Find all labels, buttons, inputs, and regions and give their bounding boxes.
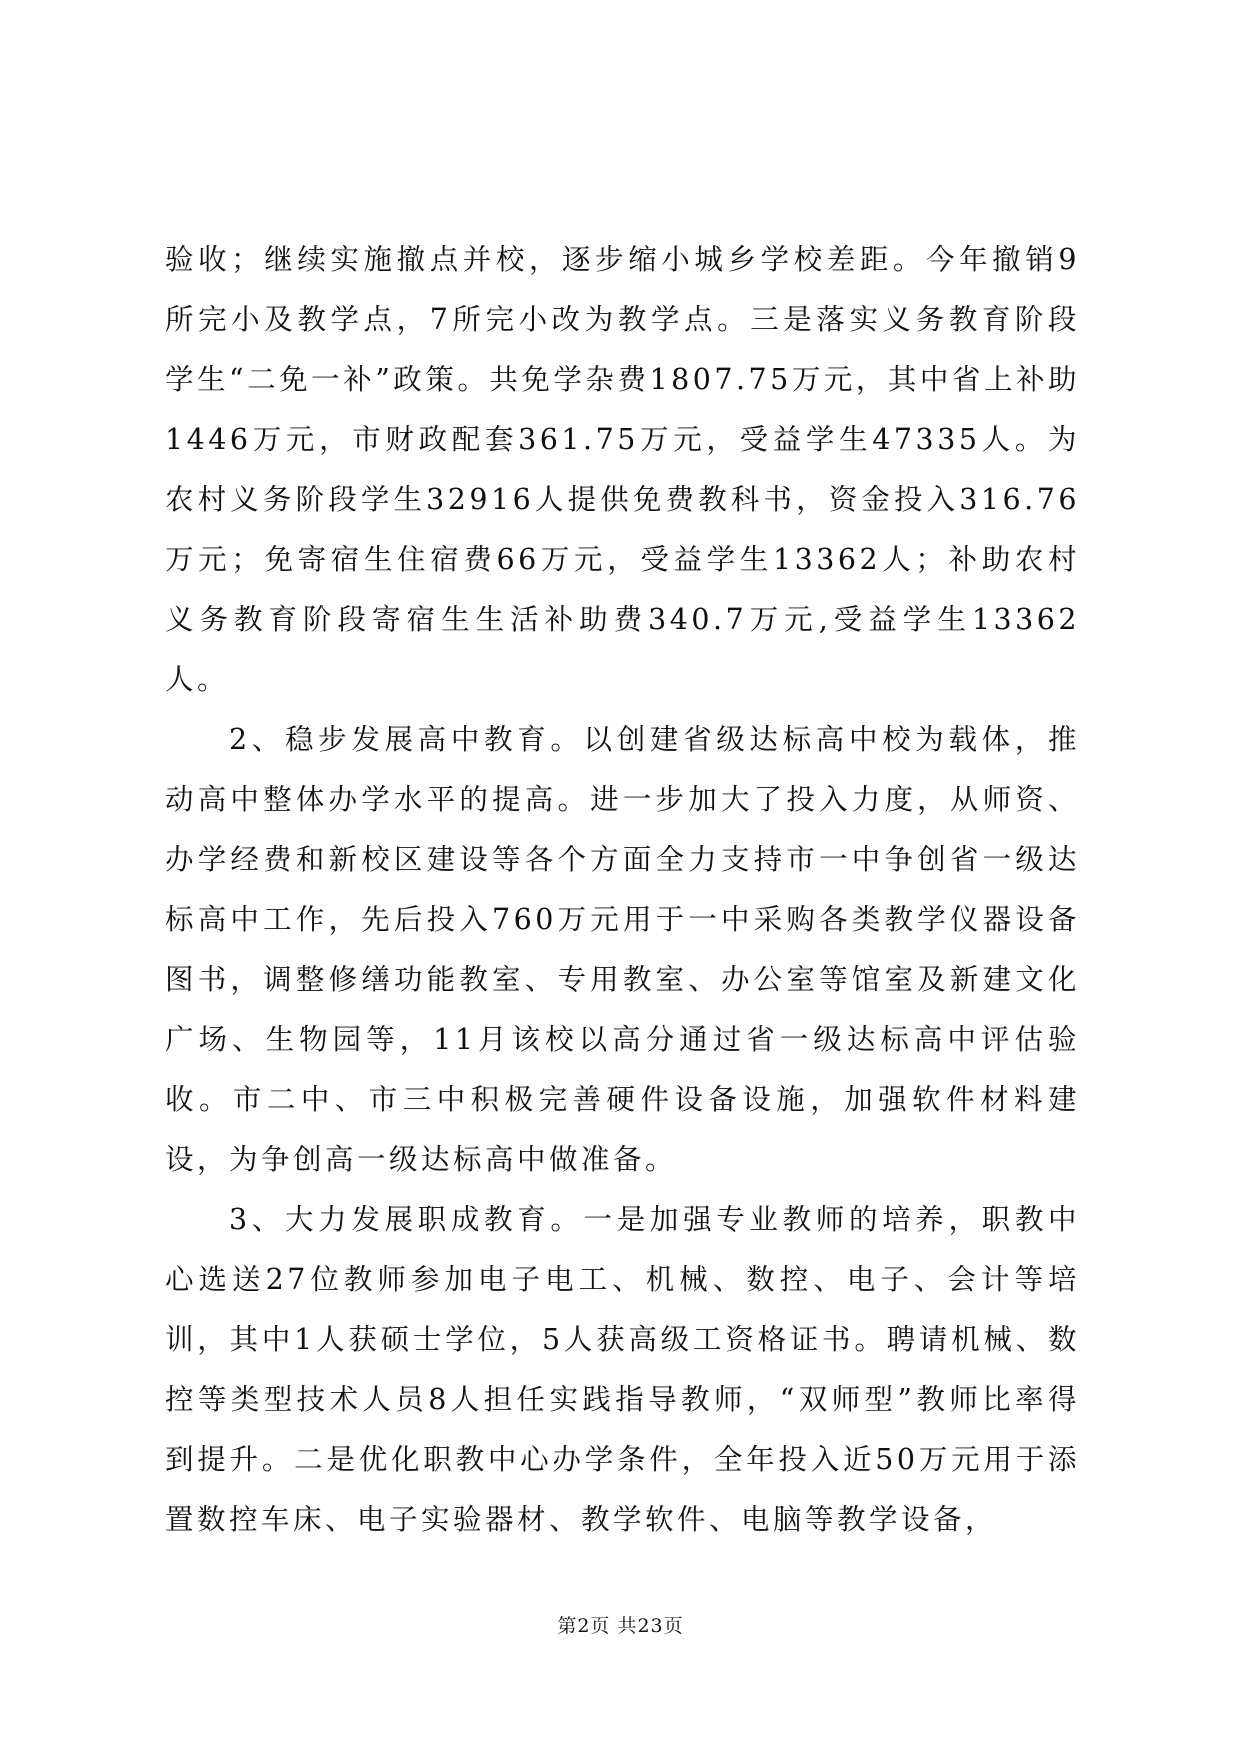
paragraph-vocational-education: 3、大力发展职成教育。一是加强专业教师的培养，职教中心选送27位教师参加电子电工、机械、数控、电子、会计等培训，其中1人获硕士学位，5人获高级工资格证书。聘请机械、数控等类型技术人员8人担任实践指导教师，“双师型”教师比率得到提升。二是优化职教中心办学条件，全年投入近50万元用于添置数控车床、电子实验器材、教学软件、电脑等教学设备， [165, 1203, 1080, 1536]
paragraph-high-school-education: 2、稳步发展高中教育。以创建省级达标高中校为载体，推动高中整体办学水平的提高。进一步加大了投入力度，从师资、办学经费和新校区建设等各个方面全力支持市一中争创省一级达标高中工作，先后投入760万元用于一中采购各类教学仪器设备图书，调整修缮功能教室、专用教室、办公室等馆室及新建文化广场、生物园等，11月该校以高分通过省一级达标高中评估验收。市二中、市三中积极完善硬件设备设施，加强软件材料建设，为争创高一级达标高中做准备。 [165, 723, 1080, 1176]
paragraph-continued: 验收；继续实施撤点并校，逐步缩小城乡学校差距。今年撤销9所完小及教学点，7所完小改为教学点。三是落实义务教育阶段学生“二免一补”政策。共免学杂费1807.75万元，其中省上补助1446万元，市财政配套361.75万元，受益学生47335人。为农村义务阶段学生32916人提供免费教科书，资金投入316.76万元；免寄宿生住宿费66万元，受益学生13362人；补助农村义务教育阶段寄宿生生活补助费340.7万元,受益学生13362人。 [165, 243, 1080, 696]
page-number-footer: 第2页 共23页 [557, 1615, 684, 1637]
body-text [165, 230, 1080, 1550]
